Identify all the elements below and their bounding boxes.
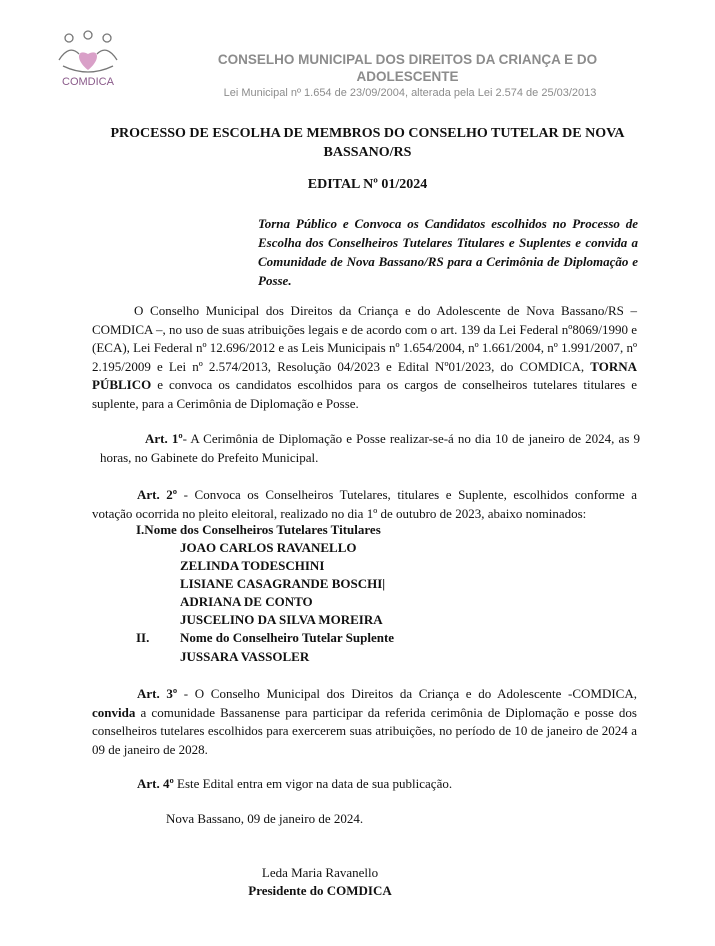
article-3 xyxy=(92,685,637,759)
article-1 xyxy=(100,430,640,467)
article-1-text: - A Cerimônia de Diplomação e Posse realizar-se-á no dia 10 de janeiro de 2024, as 9 horas, no Gabinete do Prefeito Municipal. xyxy=(100,431,641,465)
edital-summary: Torna Público e Convoca os Candidatos escolhidos no Processo de Escolha dos Conselheiros Tutelares Titulares e Suplentes e convida a Comunidade de Nova Bassano/RS para a Cerimônia de Diplomação e Posse. xyxy=(258,216,638,288)
intro-text-a: O Conselho Municipal dos Direitos da Criança e do Adolescente de Nova Bassano/RS – COMDICA –, no uso de suas atribuições legais e de acordo com o art. 139 da Lei Federal nº8069/1990 e (ECA), Lei Federal nº 12.696/2012 e as Leis Municipais nº 1.654/2004, nº 1.661/2004, nº 1.991/2007, nº 2.195/2009 e Lei nº 2.574/2013, Resolução 04/2023 e Edital Nº01/2023, do COMDICA, xyxy=(92,303,637,374)
suplente-name: JUSSARA VASSOLER xyxy=(180,649,310,664)
suplente-heading: Nome do Conselheiro Tutelar Suplente xyxy=(180,630,395,645)
intro-text-b: e convoca os candidatos escolhidos para os cargos de conselheiros tutelares titulares e suplente, para a Cerimônia de Diplomação e Posse. xyxy=(92,377,637,411)
torna-publico: TORNA PÚBLICO xyxy=(92,358,638,392)
titular-name: LISIANE CASAGRANDE BOSCHI| xyxy=(180,576,386,591)
council-title: CONSELHO MUNICIPAL DOS DIREITOS DA CRIANÇA E DO ADOLESCENTE xyxy=(217,52,598,84)
titular-name: JOAO CARLOS RAVANELLO xyxy=(180,540,357,555)
intro-paragraph xyxy=(92,302,637,413)
council-law-subtitle: Lei Municipal nº 1.654 de 23/09/2004, alterada pela Lei 2.574 de 25/03/2013 xyxy=(223,87,597,99)
article-4-text: Este Edital entra em vigor na data de sua publicação. xyxy=(173,776,453,791)
article-3-convida: convida xyxy=(92,704,136,720)
logo-text: COMDICA xyxy=(62,76,114,88)
article-2 xyxy=(92,486,637,523)
article-1-label: Art. 1º xyxy=(145,431,183,446)
place-date: Nova Bassano, 09 de janeiro de 2024. xyxy=(166,811,364,826)
titular-name: ZELINDA TODESCHINI xyxy=(180,558,325,573)
signatory-name: Leda Maria Ravanello xyxy=(261,865,379,880)
titular-name: JUSCELINO DA SILVA MOREIRA xyxy=(180,612,383,627)
comdica-logo xyxy=(55,30,121,92)
titular-name: ADRIANA DE CONTO xyxy=(180,594,313,609)
article-3-label: Art. 3º xyxy=(137,686,178,701)
article-3-text-a: - O Conselho Municipal dos Direitos da Criança e do Adolescente -COMDICA, xyxy=(177,686,637,701)
signatory-role: Presidente do COMDICA xyxy=(248,883,392,898)
edital-number: EDITAL Nº 01/2024 xyxy=(307,177,428,192)
article-3-text-b: a comunidade Bassanense para participar da referida cerimônia de Diplomação e posse dos conselheiros tutelares escolhidos para exercerem suas atribuições, no período de 10 de janeiro de 2024 a 09 de janeiro de 2028. xyxy=(92,704,637,757)
process-title: PROCESSO DE ESCOLHA DE MEMBROS DO CONSELHO TUTELAR DE NOVA BASSANO/RS xyxy=(110,126,625,160)
comdica-figures-icon xyxy=(55,30,121,74)
suplente-number: II. xyxy=(136,630,150,645)
article-2-label: Art. 2º xyxy=(137,487,178,502)
article-4-label: Art. 4º xyxy=(137,776,174,791)
article-2-text: - Convoca os Conselheiros Tutelares, titulares e Suplente, escolhidos conforme a votação ocorrida no pleito eleitoral, realizado no dia 1º de outubro de 2023, abaixo nominados: xyxy=(92,487,637,521)
titulares-heading: I.Nome dos Conselheiros Tutelares Titulares xyxy=(136,522,381,537)
article-4 xyxy=(137,775,637,794)
